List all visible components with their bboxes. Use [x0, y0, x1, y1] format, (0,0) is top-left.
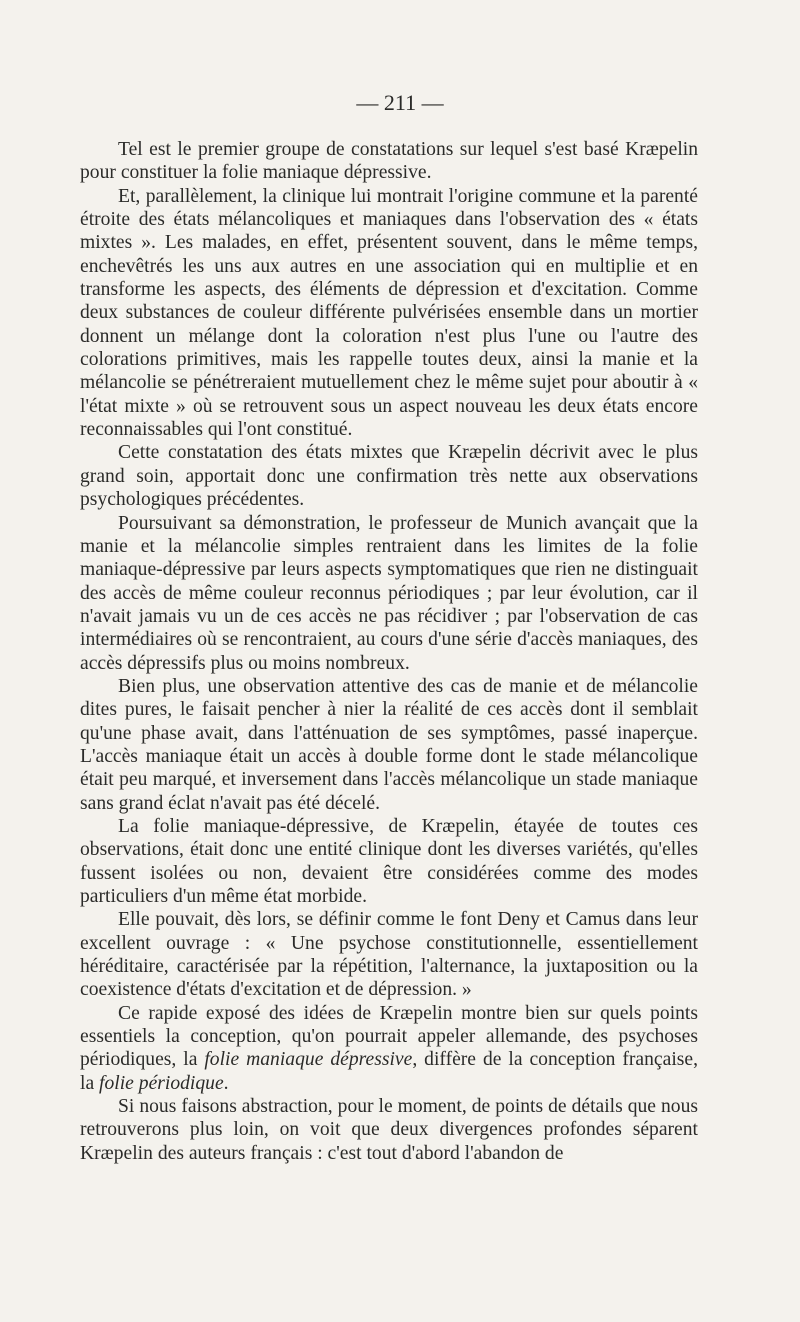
text-run: Cette constatation des états mixtes que Kræpelin décrivit avec le plus grand soin, apportait donc une confirmation très nette aux observations psychologiques précédentes. [80, 442, 698, 511]
text-run: Elle pouvait, dès lors, se définir comme le font Deny et Camus dans leur excellent ouvrage : « Une psychose constitutionnelle, essentiellement héréditaire, caractérisée par la répétition, l'alternance, la juxtaposition ou la coexistence d'états d'excitation et de dépression. » [80, 909, 698, 1001]
paragraph [80, 1002, 698, 1095]
text-run: Et, parallèlement, la clinique lui montrait l'origine commune et la parenté étroite des états mélancoliques et maniaques dans l'observation des « états mixtes ». Les malades, en effet, présentent souvent, dans le même temps, enchevêtrés les uns aux autres en une association qui en multiplie et en transforme les aspects, des éléments de dépression et d'excitation. Comme deux substances de couleur différente pulvérisées ensemble dans un mortier donnent un mélange dont la coloration n'est plus l'une ou l'autre des colorations primitives, mais les rappelle toutes deux, ainsi la manie et la mélancolie se pénétreraient mutuellement chez le même sujet pour aboutir à « l'état mixte » où se retrouvent sous un aspect nouveau les deux états encore reconnaissables qui l'ont constitué. [80, 185, 698, 441]
paragraph [80, 512, 698, 675]
text-run: Ce rapide exposé des idées de Kræpelin montre bien sur quels points essentiels la conception, qu'on pourrait appeler allemande, des psychoses périodiques, la [80, 1002, 698, 1071]
paragraph [80, 908, 698, 1001]
paragraph [80, 815, 698, 908]
paragraph [80, 138, 698, 185]
text-run: . [223, 1072, 229, 1094]
text-run: Bien plus, une observation attentive des cas de manie et de mélancolie dites pures, le faisait pencher à nier la réalité de ces accès dont il semblait qu'une phase avait, dans l'atténuation de ses symptômes, passé inaperçue. L'accès maniaque était un accès à double forme dont le stade mélancolique était peu marqué, et inversement dans l'accès mélancolique un stade maniaque sans grand éclat n'avait pas été décelé. [80, 675, 698, 814]
paragraph [80, 185, 698, 442]
text-run: Si nous faisons abstraction, pour le moment, de points de détails que nous retrouverons plus loin, on voit que deux divergences profondes séparent Kræpelin des auteurs français : c'est tout d'abord l'abandon de [80, 1096, 698, 1164]
paragraph [80, 675, 698, 815]
text-run: Poursuivant sa démonstration, le professeur de Munich avançait que la manie et la mélancolie simples rentraient dans les limites de la folie maniaque-dépressive par leurs aspects symptomatiques que rien ne distinguait des accès de même couleur reconnus périodiques ; par leur évolution, car il n'avait jamais vu un de ces accès ne pas récidiver ; par l'observation de cas intermédiaires où se rencontraient, au cours d'une série d'accès maniaques, des accès dépressifs plus ou moins nombreux. [80, 512, 698, 674]
italic-term: folie périodique [99, 1072, 224, 1094]
body-text [80, 138, 698, 1165]
italic-term: folie maniaque dépressive [204, 1049, 413, 1071]
paragraph [80, 1095, 698, 1165]
page-number: — 211 — [356, 90, 444, 115]
text-run: Tel est le premier groupe de constatations sur lequel s'est basé Kræpelin pour constituer la folie maniaque dépressive. [80, 139, 698, 184]
text-run: La folie maniaque-dépressive, de Kræpelin, étayée de toutes ces observations, était donc une entité clinique dont les diverses variétés, qu'elles fussent isolées ou non, devaient être considérées comme des modes particuliers d'un même état morbide. [80, 815, 698, 907]
text-run: , diffère de la conception française, la [80, 1049, 698, 1094]
paragraph [80, 441, 698, 511]
